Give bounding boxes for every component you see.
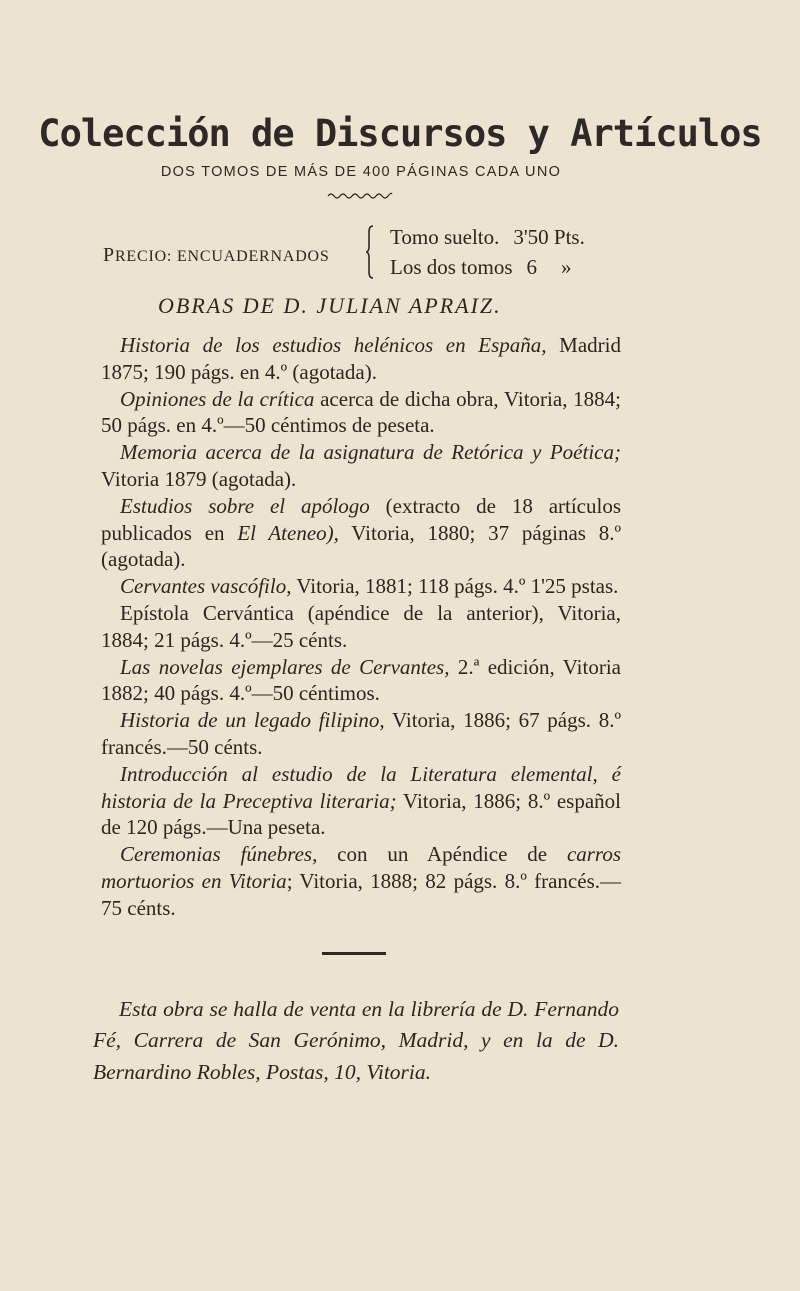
price-line-both-volumes: Los dos tomos 6 » <box>390 255 572 279</box>
price-lines <box>390 222 585 282</box>
sale-note: Esta obra se halla de venta en la librería de D. Fernando Fé, Carrera de San Gerónimo, Madrid, y en la de D. Bernardino Robles, Postas, 10, Vitoria. <box>93 996 619 1084</box>
ornament-divider <box>327 190 393 200</box>
list-item: Ceremonias fúnebres, con un Apéndice de carros mortuorios en Vitoria; Vitoria, 1888; 82 págs. 8.º francés.—75 cénts. <box>101 842 621 920</box>
list-item: Epístola Cervántica (apéndice de la anterior), Vitoria, 1884; 21 págs. 4.º—25 cénts. <box>101 600 621 652</box>
list-item: Memoria acerca de la asignatura de Retórica y Poética; Vitoria 1879 (agotada). <box>101 440 621 491</box>
works-heading: OBRAS DE D. JULIAN APRAIZ. <box>158 293 502 318</box>
brace-icon <box>365 224 377 280</box>
list-item: Las novelas ejemplares de Cervantes, 2.ª edición, Vitoria 1882; 40 págs. 4.º—50 céntimos. <box>101 654 621 706</box>
list-item: Opiniones de la crítica acerca de dicha obra, Vitoria, 1884; 50 págs. en 4.º—50 céntimos de peseta. <box>101 386 621 438</box>
collection-title: Colección de Discursos y Artículos <box>38 112 762 155</box>
list-item: Cervantes vascófilo, Vitoria, 1881; 118 págs. 4.º 1'25 pstas. <box>120 574 619 599</box>
price-block <box>103 222 633 282</box>
list-item: Historia de un legado filipino, Vitoria, 1886; 67 págs. 8.º francés.—50 cénts. <box>101 708 621 759</box>
works-list <box>101 332 621 922</box>
price-line-single-volume: Tomo suelto. 3'50 Pts. <box>390 225 585 249</box>
list-item: Estudios sobre el apólogo (extracto de 18 artículos publicados en El Ateneo), Vitoria, 1880; 37 páginas 8.º (agotada). <box>101 493 622 572</box>
collection-subtitle: DOS TOMOS DE MÁS DE 400 PÁGINAS CADA UNO <box>160 164 562 180</box>
price-label: PRECIO: ENCUADERNADOS <box>103 244 330 266</box>
list-item: Historia de los estudios helénicos en España, Madrid 1875; 190 págs. en 4.º (agotada). <box>101 333 621 384</box>
section-rule <box>322 952 386 955</box>
list-item: Introducción al estudio de la Literatura elemental, é historia de la Preceptiva literaria; Vitoria, 1886; 8.º español de 120 págs.—Una peseta. <box>101 761 621 840</box>
